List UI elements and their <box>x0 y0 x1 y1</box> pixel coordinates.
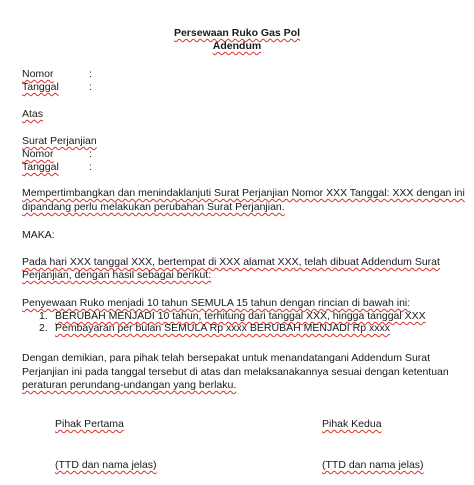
second-party-label: Pihak Kedua <box>322 418 382 430</box>
maka-label: MAKA: <box>22 229 55 241</box>
document-title: Persewaan Ruko Gas Pol <box>173 27 301 39</box>
list-item-text: Pembayaran per bulan SEMULA Rp xxxx BERUBAH MENJADI Rp xxxx <box>55 322 390 334</box>
nomor-colon: : <box>89 68 92 80</box>
intro-line-2: Perjanjian, dengan hasil sebagai berikut: <box>22 269 212 281</box>
ref-tanggal-label: Tanggal <box>22 161 59 173</box>
changes-intro: Penyewaan Ruko menjadi 10 tahun SEMULA 15 tahun dengan rincian di bawah ini: <box>22 297 411 309</box>
closing-line-3: peraturan perundang-undangan yang berlaku. <box>22 379 237 391</box>
second-party-signature: (TTD dan nama jelas) <box>322 459 424 471</box>
nomor-label: Nomor <box>22 68 54 80</box>
closing-line-2: Perjanjian ini pada tanggal tersebut di atas dan melaksanakannya sesuai dengan ketentuan <box>22 366 449 378</box>
atas-label: Atas <box>22 108 44 120</box>
ref-tanggal-colon: : <box>89 161 92 173</box>
first-party-label: Pihak Pertama <box>55 418 124 430</box>
list-item-number: 2. <box>39 322 48 334</box>
ref-nomor-colon: : <box>89 148 92 160</box>
ref-nomor-label: Nomor <box>22 148 54 160</box>
list-item-text: BERUBAH MENJADI 10 tahun, terhitung dari tanggal XXX, hingga tanggal XXX <box>55 310 426 322</box>
document-subtitle: Adendum <box>212 40 262 52</box>
list-item-number: 1. <box>39 310 48 322</box>
tanggal-label: Tanggal <box>22 81 59 93</box>
intro-line-1: Pada hari XXX tanggal XXX, bertempat di XXX alamat XXX, telah dibuat Addendum Surat <box>22 256 440 268</box>
ref-heading: Surat Perjanjian <box>22 135 97 147</box>
tanggal-colon: : <box>89 81 92 93</box>
first-party-signature: (TTD dan nama jelas) <box>55 459 157 471</box>
consider-line-2: dipandang perlu melakukan perubahan Surat Perjanjian. <box>22 201 285 213</box>
closing-line-1: Dengan demikian, para pihak telah bersepakat untuk menandatangani Addendum Surat <box>22 352 431 364</box>
consider-line-1: Mempertimbangkan dan menindaklanjuti Surat Perjanjian Nomor XXX Tanggal: XXX dengan ini <box>22 187 465 199</box>
